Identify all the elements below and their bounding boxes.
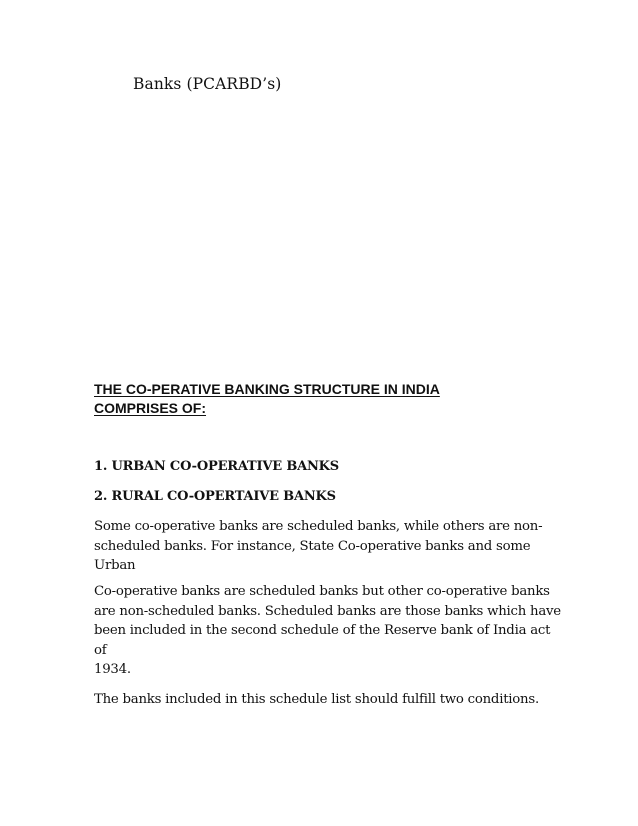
section-heading [94, 380, 514, 418]
paragraph-line: 1934. [94, 662, 131, 678]
paragraph-line: Urban [94, 558, 136, 574]
paragraph-conditions [94, 690, 564, 710]
paragraph-line: are non-scheduled banks. Scheduled banks are those banks which have [94, 603, 561, 619]
list-item-rural: 2. RURAL CO-OPERTAIVE BANKS [94, 489, 336, 504]
paragraph-line: The banks included in this schedule list should fulfill two conditions. [94, 692, 539, 707]
section-heading-line-2: COMPRISES OF: [94, 400, 207, 416]
paragraph-line: Co-operative banks are scheduled banks but other co-operative banks [94, 584, 550, 599]
paragraph-line: been included in the second schedule of the Reserve bank of India act of [94, 623, 551, 658]
paragraph-schedule-definition [94, 582, 564, 680]
top-text-line: Banks (PCARBD’s) [133, 75, 282, 93]
section-heading-line-1: THE CO-PERATIVE BANKING STRUCTURE IN INDIA [94, 381, 440, 397]
list-item-urban: 1. URBAN CO-OPERATIVE BANKS [94, 459, 339, 474]
paragraph-line: scheduled banks. For instance, State Co-operative banks and some [94, 538, 531, 554]
paragraph-scheduled-banks [94, 517, 564, 576]
paragraph-line: Some co-operative banks are scheduled banks, while others are non- [94, 519, 543, 534]
